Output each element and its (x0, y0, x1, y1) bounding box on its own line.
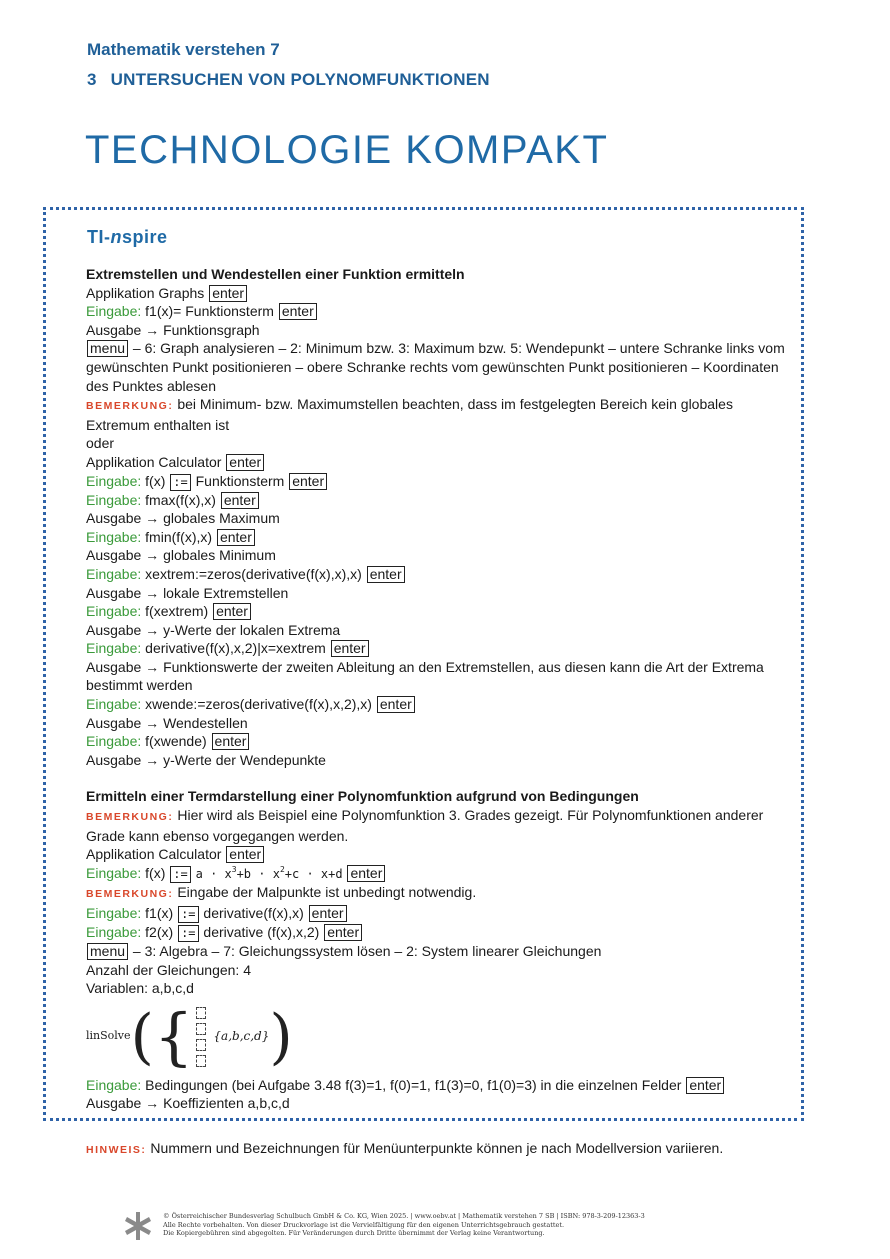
step-text: Funktionsterm (195, 472, 285, 489)
enter-key: enter (279, 303, 317, 320)
ausgabe-label: Ausgabe (86, 714, 142, 731)
section1-heading: Extremstellen und Wendestellen einer Funktion ermitteln (86, 266, 465, 282)
step-line (86, 1094, 796, 1113)
eingabe-label: Eingabe: (86, 603, 142, 620)
chapter-heading (87, 70, 490, 90)
menu-key: menu (87, 943, 128, 960)
hinweis-label: HINWEIS: (86, 1144, 147, 1156)
remark (86, 806, 796, 845)
step-line (86, 923, 796, 942)
enter-key: enter (347, 865, 385, 882)
step-text: derivative(f(x),x) (203, 905, 304, 921)
enter-key: enter (324, 924, 362, 941)
remark (86, 395, 796, 434)
ausgabe-label: Ausgabe (86, 658, 142, 675)
step-text: Applikation Calculator (86, 453, 222, 470)
chapter-title: UNTERSUCHEN VON POLYNOMFUNKTIONEN (110, 70, 490, 89)
step-line (86, 302, 796, 321)
step-text: f1(x)= Funktionsterm (145, 303, 274, 320)
enter-key: enter (289, 473, 327, 490)
step-text: Funktionsgraph (163, 321, 260, 338)
ausgabe-label: Ausgabe (86, 584, 142, 601)
step-text: f1(x) (145, 905, 174, 921)
step-line (86, 565, 796, 584)
eingabe-label: Eingabe: (86, 733, 142, 750)
step-line (86, 845, 796, 864)
copyright-footer (163, 1212, 645, 1238)
step-line (86, 284, 796, 303)
remark (86, 883, 796, 904)
ausgabe-label: Ausgabe (86, 547, 142, 564)
footer-line: Die Kopiergebühren sind abgegolten. Für Veränderungen durch Dritte übernimmt der Verlag keine Verantwortung. (163, 1229, 545, 1237)
linsolve-label: linSolve (86, 1029, 131, 1043)
step-line (86, 904, 796, 923)
enter-key: enter (331, 640, 369, 657)
step-line (86, 546, 796, 565)
poly-part: a · x (195, 866, 232, 881)
step-text: f(x) (145, 864, 166, 881)
step-text: fmax(f(x),x) (145, 491, 216, 508)
arrow-icon: → (145, 751, 160, 768)
footer-line: Alle Rechte vorbehalten. Von dieser Druckvorlage ist die Vervielfältigung für den eigenen Unterrichtsgebrauch gestattet. (163, 1220, 565, 1229)
arrow-icon: → (145, 714, 160, 731)
menu-key: menu (87, 340, 128, 357)
close-paren-icon: ) (269, 1001, 293, 1072)
step-line (86, 491, 796, 510)
bemerkung-label: BEMERKUNG: (86, 811, 174, 824)
step-text: xwende:=zeros(derivative(f(x),x,2),x) (145, 696, 372, 713)
step-line (86, 621, 796, 640)
step-line (86, 602, 796, 621)
eingabe-label: Eingabe: (86, 640, 142, 657)
step-line (86, 321, 796, 340)
step-text: Wendestellen (163, 714, 248, 731)
step-line (86, 509, 796, 528)
step-line (86, 639, 796, 658)
step-line (86, 864, 796, 884)
enter-key: enter (221, 492, 259, 509)
hinweis-text: Nummern und Bezeichnungen für Menüunterpunkte können je nach Modellversion variieren. (150, 1140, 724, 1156)
step-text: Koeffizienten a,b,c,d (163, 1095, 290, 1112)
step-line (86, 584, 796, 603)
eingabe-label: Eingabe: (86, 491, 142, 508)
eingabe-label: Eingabe: (86, 565, 142, 582)
eingabe-label: Eingabe: (86, 472, 142, 489)
step-text: derivative(f(x),x,2)|x=xextrem (145, 640, 326, 657)
eingabe-label: Eingabe: (86, 905, 142, 921)
linsolve-vars: {a,b,c,d} (213, 1029, 270, 1044)
remark-text: bei Minimum- bzw. Maximumstellen beachten, dass im festgelegten Bereich kein globales Extremum enthalten ist (86, 396, 733, 433)
step-line (86, 942, 796, 961)
eingabe-label: Eingabe: (86, 924, 142, 940)
remark-text: Eingabe der Malpunkte ist unbedingt notwendig. (177, 884, 477, 901)
polynomial-term (195, 864, 343, 881)
enter-key: enter (309, 905, 347, 922)
poly-exponent: 2 (279, 864, 285, 874)
step-text: derivative (f(x),x,2) (203, 924, 320, 940)
open-paren-icon: ( (130, 1001, 154, 1072)
arrow-icon: → (145, 510, 160, 527)
step-line (86, 1076, 796, 1095)
assign-key: := (170, 866, 190, 883)
assign-key: := (178, 906, 198, 923)
instructions (86, 265, 796, 1113)
enter-key: enter (217, 529, 255, 546)
ausgabe-label: Ausgabe (86, 1095, 142, 1112)
brand-suffix: spire (122, 227, 168, 247)
enter-key: enter (686, 1077, 724, 1094)
enter-key: enter (212, 733, 250, 750)
enter-key: enter (226, 454, 264, 471)
enter-key: enter (213, 603, 251, 620)
eingabe-label: Eingabe: (86, 864, 142, 881)
poly-part: +b · x (236, 866, 280, 881)
step-text: f(xextrem) (145, 603, 209, 620)
enter-key: enter (209, 285, 247, 302)
ti-nspire-heading (87, 227, 168, 248)
poly-part: +c · x+d (284, 866, 343, 881)
step-line (86, 751, 796, 770)
ausgabe-label: Ausgabe (86, 751, 142, 768)
page-title: TECHNOLOGIE KOMPAKT (85, 128, 609, 172)
arrow-icon: → (145, 547, 160, 564)
poly-exponent: 3 (231, 864, 237, 874)
step-text: lokale Extremstellen (163, 584, 289, 601)
enter-key: enter (377, 696, 415, 713)
bemerkung-label: BEMERKUNG: (86, 400, 174, 413)
equation-slot (196, 1007, 206, 1019)
linsolve-template (86, 998, 796, 1076)
step-text: Funktionswerte der zweiten Ableitung an den Extremstellen, aus diesen kann die Art der Extrema bestimmt werden (86, 658, 764, 694)
open-brace-icon: { (153, 999, 194, 1073)
remark-text: Hier wird als Beispiel eine Polynomfunktion 3. Grades gezeigt. Für Polynomfunktionen anderer Grade kann ebenso vorgegangen werden. (86, 807, 764, 844)
eingabe-label: Eingabe: (86, 528, 142, 545)
section2-heading: Ermitteln einer Termdarstellung einer Polynomfunktion aufgrund von Bedingungen (86, 788, 639, 805)
step-line (86, 695, 796, 714)
equation-slot (196, 1055, 206, 1067)
step-text: fmin(f(x),x) (145, 528, 213, 545)
brand-prefix: TI- (87, 227, 111, 247)
equation-slots (196, 1007, 206, 1067)
arrow-icon: → (145, 584, 160, 601)
step-text: – 6: Graph analysieren – 2: Minimum bzw. 3: Maximum bzw. 5: Wendepunkt – untere Schranke links vom gewünschten Punkt positionieren – obere Schranke rechts vom gewünschten Punkt positionieren – Koordinaten des Punktes ablesen (86, 340, 785, 394)
oder-text: oder (86, 435, 115, 452)
arrow-icon: → (145, 621, 160, 638)
step-line: Variablen: a,b,c,d (86, 980, 194, 997)
step-line (86, 714, 796, 733)
brand-n: n (110, 227, 122, 247)
step-line (86, 732, 796, 751)
step-line (86, 339, 796, 395)
arrow-icon: → (145, 1095, 160, 1112)
step-line (86, 528, 796, 547)
step-text: f(x) (145, 472, 166, 489)
footer-line: © Österreichischer Bundesverlag Schulbuch GmbH & Co. KG, Wien 2025. | www.oebv.at | Mathematik verstehen 7 SB | ISBN: 978-3-209-12363-3 (163, 1212, 645, 1220)
assign-key: := (170, 474, 190, 491)
step-text: y-Werte der lokalen Extrema (163, 621, 341, 638)
equation-slot (196, 1039, 206, 1051)
step-text: globales Minimum (163, 547, 276, 564)
eingabe-label: Eingabe: (86, 696, 142, 713)
bemerkung-label: BEMERKUNG: (86, 888, 174, 901)
arrow-icon: → (145, 321, 160, 338)
step-text: – 3: Algebra – 7: Gleichungssystem lösen – 2: System linearer Gleichungen (132, 943, 602, 959)
ausgabe-label: Ausgabe (86, 621, 142, 638)
eingabe-label: Eingabe: (86, 1076, 142, 1093)
spacer (86, 769, 796, 787)
ausgabe-label: Ausgabe (86, 321, 142, 338)
step-text: y-Werte der Wendepunkte (163, 751, 326, 768)
step-line: Anzahl der Gleichungen: 4 (86, 961, 251, 978)
step-text: Bedingungen (bei Aufgabe 3.48 f(3)=1, f(0)=1, f1(3)=0, f1(0)=3) in die einzelnen Felder (145, 1076, 682, 1093)
publisher-logo-icon (123, 1212, 153, 1245)
step-line (86, 658, 796, 695)
enter-key: enter (226, 846, 264, 863)
hinweis-note (86, 1140, 723, 1156)
enter-key: enter (367, 566, 405, 583)
step-text: f2(x) (145, 924, 174, 940)
step-text: globales Maximum (163, 510, 280, 527)
book-title: Mathematik verstehen 7 (87, 40, 280, 59)
chapter-number: 3 (87, 70, 97, 89)
ausgabe-label: Ausgabe (86, 510, 142, 527)
step-line (86, 453, 796, 472)
equation-slot (196, 1023, 206, 1035)
step-text: xextrem:=zeros(derivative(f(x),x),x) (145, 565, 362, 582)
assign-key: := (178, 925, 198, 942)
step-text: Applikation Graphs (86, 284, 205, 301)
step-line (86, 472, 796, 491)
eingabe-label: Eingabe: (86, 303, 142, 320)
arrow-icon: → (145, 658, 160, 675)
step-text: f(xwende) (145, 733, 207, 750)
step-text: Applikation Calculator (86, 846, 222, 863)
